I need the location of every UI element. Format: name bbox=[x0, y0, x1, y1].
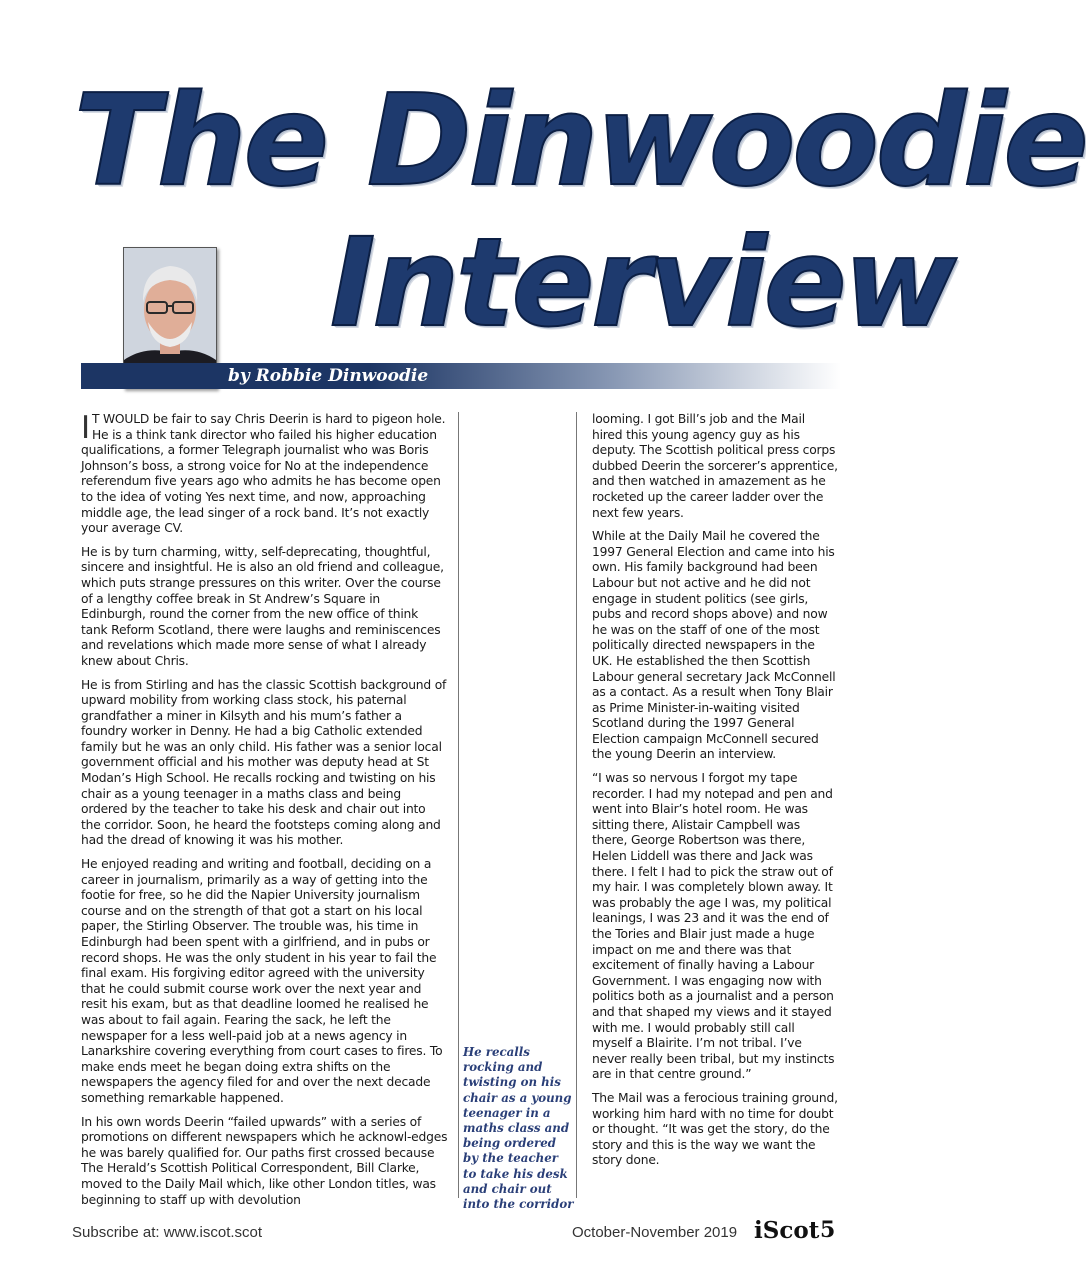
article-column-right bbox=[592, 412, 838, 1177]
title-line-2: Interview bbox=[330, 212, 954, 354]
article-paragraph: While at the Daily Mail he covered the 1997 General Election and came into his own. His family background had been Labour but not active and he did not engage in student politics (see girls, pubs and record shops above) and now he was on the staff of one of the most politically directed newspapers in the UK. He established the then Scottish Labour general secretary Jack McConnell as a contact. As a result when Tony Blair as Prime Minister-in-waiting visited Scotland during the 1997 General Election campaign McConnell secured the young Deerin an interview. bbox=[592, 529, 836, 762]
footer-subscribe: Subscribe at: www.iscot.scot bbox=[72, 1224, 263, 1241]
article-paragraph: In his own words Deerin “failed upwards” with a series of promotions on different newspapers which he acknowl-edges he was barely qualified for. Our paths first crossed because The Herald’s Scottish Political Correspondent, Bill Clarke, moved to the Daily Mail which, like other London titles, was beginning to staff up with devolution bbox=[81, 1114, 448, 1207]
article-lead-paragraph bbox=[81, 412, 448, 537]
article-paragraph: He is by turn charming, witty, self-deprecating, thoughtful, sincere and insightful. He is also an old friend and colleague, which puts strange pressures on this writer. Over the course of a lengthy coffee break in St Andrew’s Square in Edinburgh, round the corner from the new office of think tank Reform Scotland, there were laughs and reminiscences and revelations which made more sense of what I already knew about Chris. bbox=[81, 544, 444, 668]
byline-band bbox=[81, 363, 841, 389]
article-column-left bbox=[81, 412, 448, 1216]
column-divider bbox=[576, 412, 577, 1198]
footer-issue-date: October-November 2019 bbox=[572, 1224, 738, 1241]
article-paragraph: The Mail was a ferocious training ground, working him hard with no time for doubt or thought. “It was get the story, do the story and this is the way we want the story done. bbox=[592, 1090, 838, 1168]
article-paragraph: He enjoyed reading and writing and football, deciding on a career in journalism, primarily as a way of getting into the footie for free, so he did the Napier University journalism course and on the strength of that got a start on his local paper, the Stirling Observer. The trouble was, his time in Edinburgh had been spent with a girlfriend, and in pubs or record shops. He was the only student in his year to fail the final exam. His forgiving editor agreed with the university that he could submit course work over the next year and resit his exam, but as that deadline loomed he realised he was about to fail again. Fearing the sack, he left the newspaper for a less well-paid job at a news agency in Lanarkshire covering everything from court cases to fires. To make ends meet he began doing extra shifts on the newspapers the agency filed for and over the next decade something remarkable happened. bbox=[81, 857, 443, 1105]
article-paragraph: looming. I got Bill’s job and the Mail hired this young agency guy as his deputy. The Scottish political press corps dubbed Deerin the sorcerer’s apprentice, and then watched in amazement as he rocketed up the career ladder over the next few years. bbox=[592, 412, 838, 520]
byline: by Robbie Dinwoodie bbox=[228, 366, 429, 386]
article-lead-text: T WOULD be fair to say Chris Deerin is hard to pigeon hole. He is a think tank director who failed his higher education qualifications, a former Telegraph journalist who was Boris Johnson’s boss, a strong voice for No at the independence referendum five years ago who admits he has become open to the idea of voting Yes next time, and now, approaching middle age, the lead singer of a rock band. It’s not exactly your average CV. bbox=[81, 412, 446, 536]
page-number: 5 bbox=[820, 1217, 836, 1243]
title-line-1: The Dinwoodie bbox=[74, 67, 1086, 214]
pull-quote: He recalls rocking and twisting on his chair as a young teenager in a maths class and being ordered by the teacher to take his desk and chair out into the corridor bbox=[463, 1045, 574, 1212]
drop-cap: I bbox=[81, 410, 90, 446]
article-paragraph: He is from Stirling and has the classic Scottish background of upward mobility from working class stock, his paternal grandfather a miner in Kilsyth and his mum’s father a foundry worker in Denny. He had a big Catholic extended family but he was an only child. His father was a senior local government official and his mother was deputy head at St Modan’s High School. He recalls rocking and twisting on his chair as a young teenager in a maths class and being ordered by the teacher to take his desk and chair out into the corridor. Soon, he heard the footsteps coming along and had the dread of knowing it was his mother. bbox=[81, 677, 447, 848]
iscot-logo: iScot bbox=[754, 1217, 820, 1244]
column-divider bbox=[458, 412, 459, 1198]
article-paragraph: “I was so nervous I forgot my tape recorder. I had my notepad and pen and went into Blair’s hotel room. He was sitting there, Alistair Campbell was there, George Robertson was there, Helen Liddell was there and Jack was there. I felt I had to pick the straw out of my hair. I was completely blown away. It was probably the age I was, my political leanings, I was 23 and it was the end of the Tories and Blair just made a huge impact on me and there was that excitement of finally having a Labour Government. I was engaging now with politics both as a journalist and a person and that shaped my views and it stayed with me. I would probably still call myself a Blairite. I’m not tribal. I’ve never really been tribal, but my instincts are in that centre ground.” bbox=[592, 771, 835, 1082]
